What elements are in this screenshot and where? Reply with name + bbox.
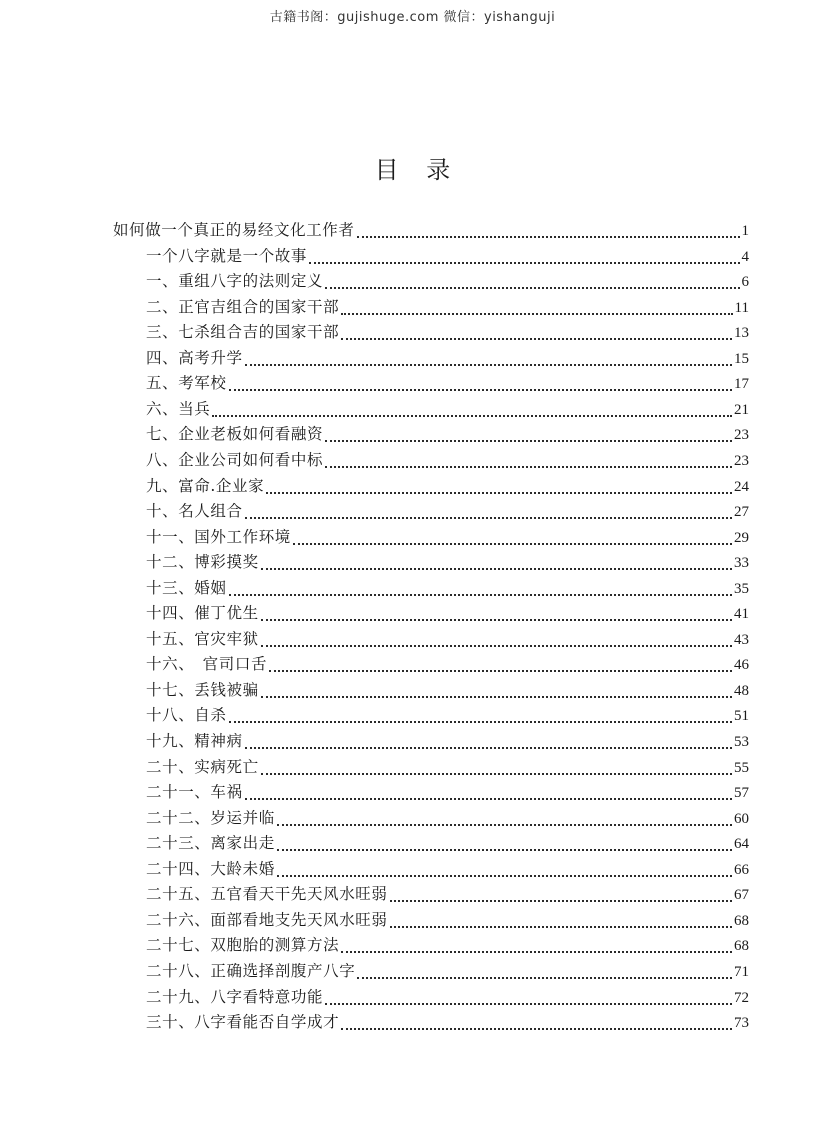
- toc-entry-page-number: 68: [734, 938, 749, 955]
- toc-entry-label: 二十三、离家出走: [146, 834, 275, 853]
- toc-dot-leader: [212, 414, 732, 417]
- toc-dot-leader: [245, 797, 732, 800]
- toc-entry[interactable]: [146, 857, 749, 881]
- toc-entry[interactable]: [146, 831, 749, 855]
- toc-entry[interactable]: [146, 780, 749, 804]
- toc-entry-label: 二十五、五官看天干先天风水旺弱: [146, 885, 388, 904]
- toc-dot-leader: [325, 1002, 732, 1005]
- toc-dot-leader: [325, 286, 739, 289]
- toc-dot-leader: [357, 976, 732, 979]
- toc-entry-page-number: 71: [734, 963, 749, 980]
- toc-entry-page-number: 67: [734, 887, 749, 904]
- toc-dot-leader: [245, 516, 732, 519]
- toc-entry[interactable]: [146, 601, 749, 625]
- toc-dot-leader: [261, 567, 732, 570]
- toc-dot-leader: [309, 261, 739, 264]
- toc-entry-label: 三十、八字看能否自学成才: [146, 1013, 340, 1032]
- toc-dot-leader: [229, 720, 732, 723]
- toc-dot-leader: [325, 439, 732, 442]
- toc-entry[interactable]: [146, 652, 749, 676]
- toc-entry-label: 八、企业公司如何看中标: [146, 450, 324, 469]
- toc-entry-label: 十二、博彩摸奖: [146, 553, 259, 572]
- toc-dot-leader: [277, 874, 732, 877]
- toc-entry-label: 六、当兵: [146, 399, 211, 418]
- toc-dot-leader: [261, 644, 732, 647]
- toc-entry[interactable]: [146, 703, 749, 727]
- toc-entry[interactable]: [146, 985, 749, 1009]
- toc-entry[interactable]: [146, 755, 749, 779]
- toc-entry-page-number: 1: [741, 223, 749, 239]
- toc-dot-leader: [341, 950, 732, 953]
- toc-entry[interactable]: [146, 244, 749, 268]
- toc-entry-label: 十八、自杀: [146, 706, 227, 725]
- toc-dot-leader: [277, 848, 732, 851]
- toc-entry-page-number: 6: [741, 274, 749, 291]
- toc-entry[interactable]: [146, 882, 749, 906]
- toc-entry[interactable]: [146, 1010, 749, 1034]
- toc-entry[interactable]: [146, 959, 749, 983]
- toc-entry-page-number: 15: [734, 350, 749, 367]
- toc-dot-leader: [325, 465, 732, 468]
- toc-entry-label: 二、正官吉组合的国家干部: [146, 297, 340, 316]
- toc-entry-label: 五、考军校: [146, 374, 227, 393]
- toc-entry-page-number: 35: [734, 580, 749, 597]
- toc-entry[interactable]: [146, 729, 749, 753]
- toc-entry-label: 二十八、正确选择剖腹产八字: [146, 961, 356, 980]
- toc-entry-page-number: 55: [734, 759, 749, 776]
- toc-entry[interactable]: [146, 525, 749, 549]
- toc-entry-page-number: 72: [734, 989, 749, 1006]
- toc-entry-label: 一个八字就是一个故事: [146, 246, 308, 265]
- toc-entry-page-number: 60: [734, 810, 749, 827]
- toc-entry[interactable]: [146, 422, 749, 446]
- toc-dot-leader: [261, 772, 732, 775]
- watermark-text: 古籍书阁：gujishuge.com 微信：yishanguji: [269, 10, 556, 25]
- toc-entry-page-number: 43: [734, 631, 749, 648]
- toc-entry[interactable]: [146, 678, 749, 702]
- toc-entry-label: 十七、丢钱被骗: [146, 680, 259, 699]
- toc-entry-label: 十四、催丁优生: [146, 604, 259, 623]
- toc-entry-page-number: 66: [734, 861, 749, 878]
- toc-entry-page-number: 29: [734, 529, 749, 546]
- toc-entry-page-number: 11: [734, 299, 749, 316]
- toc-entry-page-number: 53: [734, 734, 749, 750]
- toc-entry-label: 十、名人组合: [146, 502, 243, 521]
- toc-entry-label: 二十九、八字看特意功能: [146, 987, 324, 1006]
- toc-entry[interactable]: [146, 269, 749, 293]
- toc-entry[interactable]: [146, 576, 749, 600]
- toc-entry-label: 十一、国外工作环境: [146, 527, 291, 546]
- toc-entry-label: 十五、官灾牢狱: [146, 629, 259, 648]
- toc-entry-page-number: 13: [734, 325, 749, 342]
- toc-entry-page-number: 21: [734, 401, 749, 418]
- toc-entry[interactable]: [146, 397, 749, 421]
- toc-dot-leader: [266, 491, 732, 494]
- toc-entry-page-number: 33: [734, 555, 749, 572]
- toc-entry-page-number: 23: [734, 427, 749, 444]
- toc-entry-page-number: 57: [734, 785, 749, 802]
- toc-entry[interactable]: [146, 295, 749, 319]
- toc-entry-page-number: 23: [734, 452, 749, 469]
- toc-entry-page-number: 24: [734, 478, 749, 495]
- toc-dot-leader: [261, 695, 732, 698]
- toc-entry-page-number: 48: [734, 682, 749, 699]
- toc-entry-label: 如何做一个真正的易经文化工作者: [113, 221, 355, 239]
- toc-dot-leader: [277, 823, 732, 826]
- toc-entry-label: 四、高考升学: [146, 348, 243, 367]
- toc-entry-page-number: 51: [734, 708, 749, 725]
- toc-entry-label: 七、企业老板如何看融资: [146, 425, 324, 444]
- toc-dot-leader: [269, 669, 732, 672]
- toc-entry-page-number: 4: [741, 248, 749, 265]
- toc-entry-label: 二十、实病死亡: [146, 757, 259, 776]
- toc-entry[interactable]: [146, 346, 749, 370]
- toc-entry[interactable]: [146, 908, 749, 932]
- toc-entry-page-number: 46: [734, 657, 749, 674]
- toc-dot-leader: [390, 925, 732, 928]
- toc-dot-leader: [390, 899, 732, 902]
- toc-dot-leader: [245, 363, 732, 366]
- toc-entry[interactable]: [146, 448, 749, 472]
- toc-entry[interactable]: [113, 218, 749, 242]
- toc-entry-label: 十三、婚姻: [146, 578, 227, 597]
- page-title: 目 录: [374, 156, 461, 184]
- toc-entry-label: 十九、精神病: [146, 732, 243, 750]
- toc-dot-leader: [357, 235, 740, 238]
- toc-entry[interactable]: [146, 627, 749, 651]
- toc-entry-page-number: 73: [734, 1015, 749, 1032]
- toc-dot-leader: [229, 593, 732, 596]
- toc-entry-label: 三、七杀组合吉的国家干部: [146, 323, 340, 342]
- toc-entry[interactable]: [146, 371, 749, 395]
- toc-entry[interactable]: [146, 320, 749, 344]
- toc-entry-label: 九、富命.企业家: [146, 476, 265, 495]
- toc-entry-page-number: 68: [734, 912, 749, 929]
- toc-entry-label: 十六、 官司口舌: [146, 655, 268, 674]
- toc-dot-leader: [341, 1027, 732, 1030]
- toc-dot-leader: [261, 618, 732, 621]
- toc-entry-label: 一、重组八字的法则定义: [146, 272, 324, 291]
- toc-entry-label: 二十六、面部看地支先天风水旺弱: [146, 910, 388, 929]
- toc-dot-leader: [229, 388, 732, 391]
- toc-entry-label: 二十七、双胞胎的测算方法: [146, 936, 340, 955]
- toc-dot-leader: [293, 542, 732, 545]
- toc-entry-label: 二十二、岁运并临: [146, 808, 275, 827]
- toc-dot-leader: [341, 337, 732, 340]
- toc-dot-leader: [341, 312, 732, 315]
- toc-entry[interactable]: [146, 550, 749, 574]
- toc-entry-page-number: 41: [734, 606, 749, 623]
- toc-entry-page-number: 27: [734, 504, 749, 521]
- toc-entry[interactable]: [146, 499, 749, 523]
- toc-entry-page-number: 64: [734, 836, 749, 853]
- toc-entry-label: 二十一、车祸: [146, 783, 243, 802]
- toc-entry[interactable]: [146, 474, 749, 498]
- toc-entry-label: 二十四、大龄未婚: [146, 859, 275, 878]
- toc-entry-page-number: 17: [734, 376, 749, 393]
- toc-dot-leader: [245, 746, 732, 749]
- toc-entry[interactable]: [146, 933, 749, 957]
- toc-entry[interactable]: [146, 806, 749, 830]
